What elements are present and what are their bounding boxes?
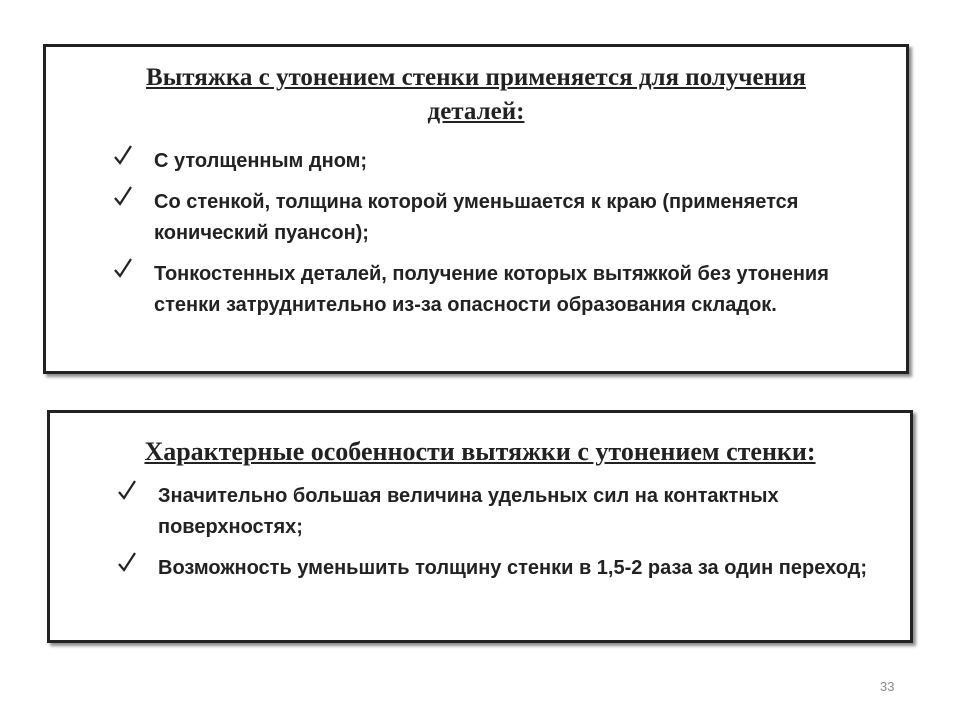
list-item	[158, 553, 880, 584]
list-item	[154, 146, 866, 177]
applications-box	[43, 44, 909, 374]
features-title: Характерные особенности вытяжки с утонением стенки:	[144, 437, 816, 466]
list-item	[154, 187, 866, 249]
list-item-text: Возможность уменьшить толщину стенки в 1,5-2 раза за один переход;	[158, 557, 868, 579]
check-mark-icon	[114, 185, 132, 207]
check-mark-icon	[118, 551, 136, 573]
list-item-text: Значительно большая величина удельных сил на контактных поверхностях;	[158, 485, 779, 538]
check-mark-icon	[118, 479, 136, 501]
list-item-text: Со стенкой, толщина которой уменьшается к краю (применяется конический пуансон);	[154, 191, 799, 244]
list-item-text: С утолщенным дном;	[154, 150, 368, 172]
list-item	[158, 481, 880, 543]
list-item-text: Тонкостенных деталей, получение которых вытяжкой без утонения стенки затруднительно из-за опасности образования складок.	[154, 263, 829, 316]
applications-list	[154, 146, 866, 321]
features-list	[158, 481, 880, 584]
applications-title: Вытяжка с утонением стенки применяется для получения деталей:	[146, 64, 806, 125]
check-mark-icon	[114, 257, 132, 279]
features-box	[47, 410, 913, 643]
page-number: 33	[880, 679, 895, 694]
list-item	[154, 259, 866, 321]
check-mark-icon	[114, 144, 132, 166]
